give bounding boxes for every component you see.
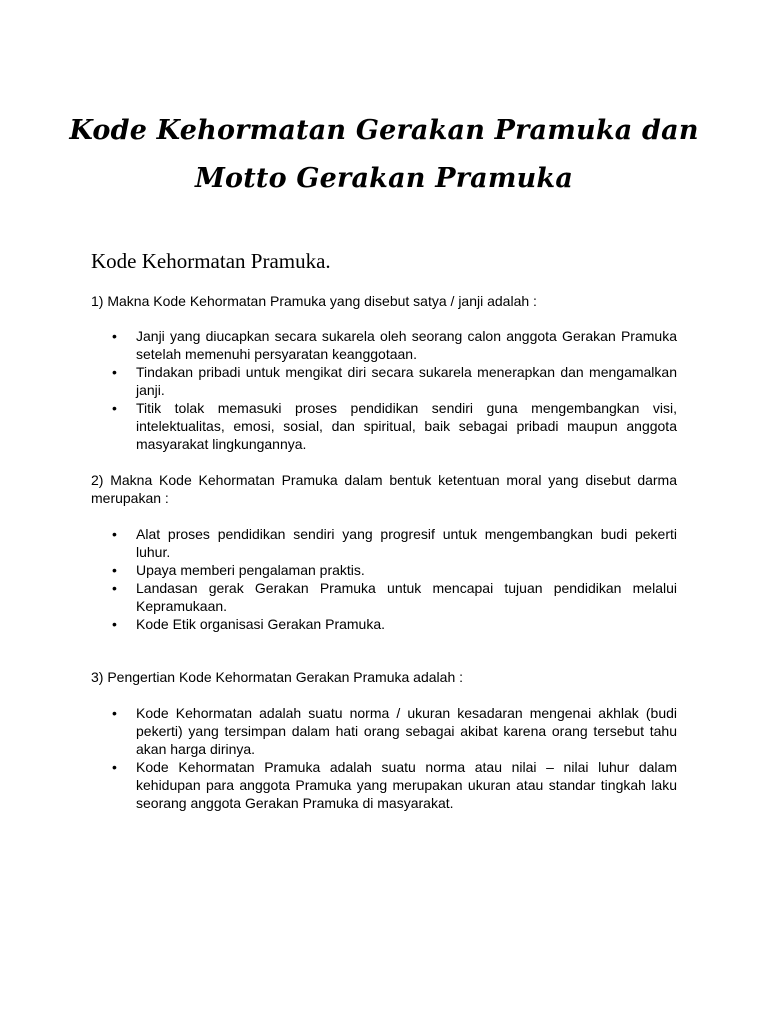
section-1-intro: 1) Makna Kode Kehormatan Pramuka yang disebut satya / janji adalah : xyxy=(91,293,537,309)
section-3-intro: 3) Pengertian Kode Kehormatan Gerakan Pramuka adalah : xyxy=(91,669,464,685)
list-item: • Titik tolak memasuki proses pendidikan sendiri guna mengembangkan visi, intelektualitas, emosi, sosial, dan spiritual, baik sebagai pribadi maupun anggota masyarakat lingkungannya. xyxy=(91,399,677,453)
document-title-line-1: Kode Kehormatan Gerakan Pramuka dan xyxy=(69,115,699,146)
section-1-list xyxy=(91,327,677,453)
section-2-intro: 2) Makna Kode Kehormatan Pramuka dalam bentuk ketentuan moral yang disebut darma merupakan : xyxy=(91,472,677,506)
section-2-list xyxy=(91,525,677,633)
section-heading: Kode Kehormatan Pramuka. xyxy=(91,249,331,273)
list-item: • Kode Kehormatan Pramuka adalah suatu norma atau nilai – nilai luhur dalam kehidupan para anggota Pramuka yang merupakan ukuran atau standar tingkah laku seorang anggota Gerakan Pramuka di masyarakat. xyxy=(91,758,677,812)
list-item: • Janji yang diucapkan secara sukarela oleh seorang calon anggota Gerakan Pramuka setelah memenuhi persyaratan keanggotaan. xyxy=(91,327,677,363)
list-item: • Tindakan pribadi untuk mengikat diri secara sukarela menerapkan dan mengamalkan janji. xyxy=(91,363,677,399)
document-title-line-2: Motto Gerakan Pramuka xyxy=(194,163,574,194)
list-item: • Kode Kehormatan adalah suatu norma / ukuran kesadaran mengenai akhlak (budi pekerti) yang tersimpan dalam hati orang sebagai akibat karena orang tersebut tahu akan harga dirinya. xyxy=(91,704,677,758)
list-item: • Kode Etik organisasi Gerakan Pramuka. xyxy=(91,615,677,633)
section-3-list xyxy=(91,704,677,812)
list-item: • Alat proses pendidikan sendiri yang progresif untuk mengembangkan budi pekerti luhur. xyxy=(91,525,677,561)
list-item: • Landasan gerak Gerakan Pramuka untuk mencapai tujuan pendidikan melalui Kepramukaan. xyxy=(91,579,677,615)
list-item: • Upaya memberi pengalaman praktis. xyxy=(91,561,677,579)
